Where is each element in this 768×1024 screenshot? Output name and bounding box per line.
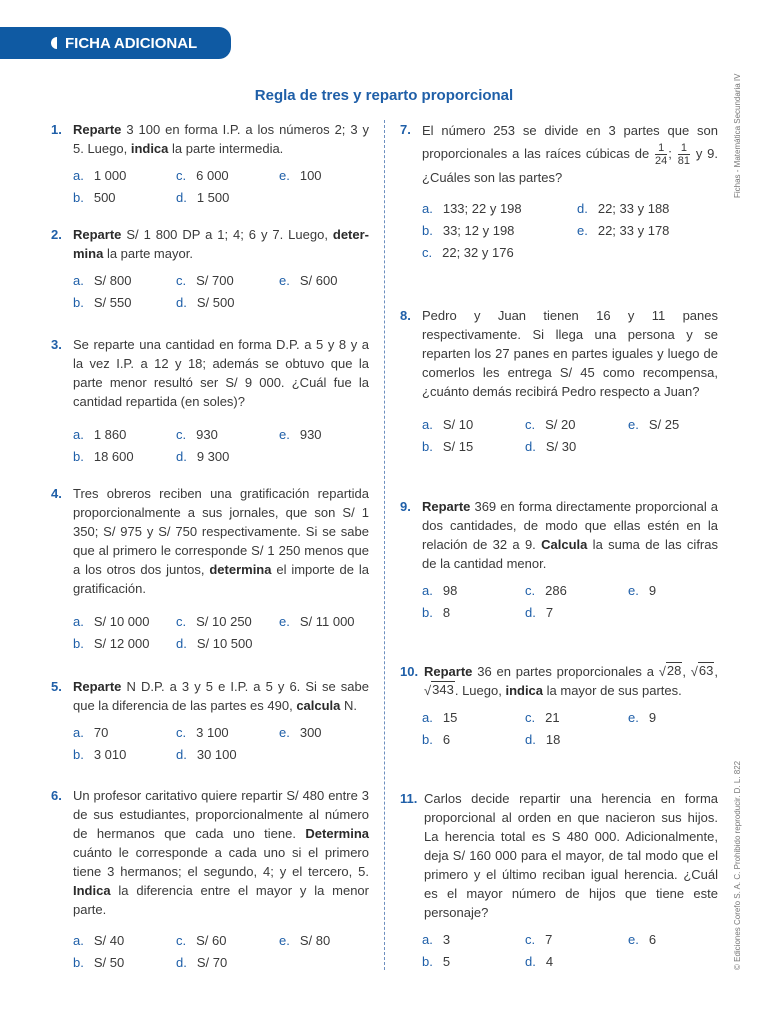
option[interactable]: a. 1 000	[73, 168, 127, 183]
option[interactable]: e. 9	[628, 583, 657, 598]
option[interactable]: d. 9 300	[176, 449, 230, 464]
question-number: 11.	[400, 791, 418, 806]
option[interactable]: a. 70	[73, 725, 109, 740]
option[interactable]: d. S/ 30	[525, 439, 577, 454]
question-number: 8.	[400, 308, 411, 323]
option[interactable]: a. 133; 22 y 198	[422, 201, 522, 216]
option[interactable]: d. 30 100	[176, 747, 237, 762]
question-11	[400, 789, 718, 971]
question-2	[51, 225, 369, 312]
page-title: Regla de tres y reparto proporcional	[254, 87, 514, 104]
question-number: 3.	[51, 337, 62, 352]
option[interactable]: a. 1 860	[73, 427, 127, 442]
answer-options	[400, 415, 718, 456]
square-root: √ 343	[424, 682, 454, 698]
question-text: Reparte 36 en partes proporcionales a √ 28 , √ 63 , √ 343 . Luego, indica la mayor de sus partes.	[424, 663, 718, 698]
question-7	[400, 120, 718, 262]
question-4	[51, 484, 369, 653]
question-number: 5.	[51, 679, 62, 694]
option[interactable]: e. S/ 600	[279, 273, 338, 288]
question-3	[51, 335, 369, 466]
question-number: 4.	[51, 486, 62, 501]
option[interactable]: b. 6	[422, 732, 451, 747]
answer-options	[51, 425, 369, 466]
section-banner	[0, 27, 231, 59]
option[interactable]: c. 3 100	[176, 725, 229, 740]
option[interactable]: e. 300	[279, 725, 322, 740]
question-text: El número 253 se divide en 3 partes que son proporcionales a las raíces cúbicas de $\frac{1}{24}$ ; $\frac{1}{81}$ y 9. ¿Cuáles son las partes?	[422, 123, 718, 185]
answer-options	[400, 199, 718, 262]
square-root: √ 63	[690, 663, 714, 679]
option[interactable]: e. S/ 80	[279, 933, 331, 948]
option[interactable]: c. 22; 32 y 176	[422, 245, 514, 260]
question-text: Un profesor caritativo quiere repartir S/ 480 entre 3 de sus estudiantes, proporcionalmente al número de hermanos que cada uno tiene. Determina cuánto le corresponde a cada uno si el primero tiene 3 hermanos; el segundo, 4; y el tercero, 5. Indica la diferencia entre el mayor y la menor parte.	[73, 788, 369, 917]
fraction: $\frac{1}{24}$	[655, 142, 668, 167]
answer-options	[51, 271, 369, 312]
question-10	[400, 662, 718, 749]
side-caption-top: Fichas - Matemática Secundaria IV	[733, 73, 742, 198]
question-6	[51, 786, 369, 972]
option[interactable]: c. 7	[525, 932, 553, 947]
option[interactable]: e. 100	[279, 168, 322, 183]
option[interactable]: e. 22; 33 y 178	[577, 223, 670, 238]
option[interactable]: e. S/ 25	[628, 417, 680, 432]
option[interactable]: d. 22; 33 y 188	[577, 201, 670, 216]
option[interactable]: c. S/ 700	[176, 273, 234, 288]
option[interactable]: a. S/ 40	[73, 933, 125, 948]
answer-options	[400, 930, 718, 971]
question-8	[400, 306, 718, 456]
option[interactable]: b. S/ 550	[73, 295, 132, 310]
answer-options	[51, 166, 369, 207]
answer-options	[51, 612, 369, 653]
square-root: √ 28	[658, 663, 682, 679]
answer-options	[400, 708, 718, 749]
option[interactable]: b. S/ 12 000	[73, 636, 150, 651]
option[interactable]: a. S/ 800	[73, 273, 132, 288]
question-text: Reparte S/ 1 800 DP a 1; 4; 6 y 7. Luego, deter-mina la parte mayor.	[73, 227, 369, 261]
question-number: 9.	[400, 499, 411, 514]
question-5	[51, 677, 369, 764]
side-caption-bottom: © Ediciones Corefo S. A. C. Prohibido reproducir. D. L. 822	[733, 760, 742, 970]
option[interactable]: b. 5	[422, 954, 451, 969]
question-text: Reparte 3 100 en forma I.P. a los números 2; 3 y 5. Luego, indica la parte intermedia.	[73, 122, 369, 156]
option[interactable]: e. 9	[628, 710, 657, 725]
option[interactable]: a. 15	[422, 710, 458, 725]
question-text: Reparte N D.P. a 3 y 5 e I.P. a 5 y 6. Si se sabe que la diferencia de las partes es 490, calcula N.	[73, 679, 369, 713]
option[interactable]: e. S/ 11 000	[279, 614, 355, 629]
question-number: 6.	[51, 788, 62, 803]
option[interactable]: b. 18 600	[73, 449, 134, 464]
option[interactable]: e. 930	[279, 427, 322, 442]
option[interactable]: e. 6	[628, 932, 657, 947]
option[interactable]: d. 18	[525, 732, 561, 747]
question-number: 1.	[51, 122, 62, 137]
option[interactable]: d. S/ 10 500	[176, 636, 253, 651]
option[interactable]: c. 930	[176, 427, 218, 442]
question-9	[400, 497, 718, 622]
option[interactable]: d. S/ 70	[176, 955, 228, 970]
option[interactable]: c. 21	[525, 710, 560, 725]
option[interactable]: c. 6 000	[176, 168, 229, 183]
banner-label: FICHA ADICIONAL	[65, 34, 198, 52]
question-number: 7.	[400, 122, 411, 137]
question-text: Pedro y Juan tienen 16 y 11 panes respectivamente. Si llega una persona y se reparten los 27 panes en partes iguales y luego de comerlos les entrega S/ 45 como recompensa, ¿cuánto demás recibirá Pedro respecto a Juan?	[422, 308, 718, 399]
option[interactable]: d. 4	[525, 954, 554, 969]
option[interactable]: a. S/ 10 000	[73, 614, 150, 629]
question-text: Se reparte una cantidad en forma D.P. a 5 y 8 y a la vez I.P. a 12 y 18; además se obtuvo que la parte menor resultó ser S/ 9 000. ¿Cuál fue la cantidad repartida (en soles)?	[73, 337, 369, 409]
column-divider	[384, 120, 385, 970]
question-text: Carlos decide repartir una herencia en forma proporcional al orden en que nacieron sus hijos. La herencia total es S 480 000. Adicionalmente, deja S/ 160 000 para el mayor, de tal modo que el primero y el último reciban igual herencia. ¿Cuál es el mayor número de hijos que tiene este personaje?	[424, 791, 718, 920]
question-number: 2.	[51, 227, 62, 242]
option[interactable]: c. S/ 60	[176, 933, 227, 948]
option[interactable]: b. 500	[73, 190, 116, 205]
option[interactable]: d. 7	[525, 605, 554, 620]
option[interactable]: b. S/ 50	[73, 955, 125, 970]
option[interactable]: c. S/ 10 250	[176, 614, 252, 629]
answer-options	[51, 931, 369, 972]
option[interactable]: b. S/ 15	[422, 439, 474, 454]
option[interactable]: b. 33; 12 y 198	[422, 223, 515, 238]
fraction: $\frac{1}{81}$	[677, 142, 690, 167]
option[interactable]: c. S/ 20	[525, 417, 576, 432]
option[interactable]: b. 8	[422, 605, 451, 620]
option[interactable]: a. 98	[422, 583, 458, 598]
question-1	[51, 120, 369, 207]
question-number: 10.	[400, 664, 419, 679]
question-text: Tres obreros reciben una gratificación repartida proporcionalmente a sus jornales, que son S/ 1 350; S/ 975 y S/ 750 respectivamente. Si se sabe que al primero le corresponde S/ 1 250 menos que a los otros dos juntos, determina el importe de la gratificación.	[73, 486, 369, 596]
half-circle-icon	[51, 37, 57, 49]
question-text: Reparte 369 en forma directamente proporcional a dos cantidades, de modo que ellas estén en la relación de 32 a 9. Calcula la suma de las cifras de la cantidad menor.	[422, 499, 718, 571]
option[interactable]: a. 3	[422, 932, 451, 947]
answer-options	[51, 723, 369, 764]
option[interactable]: d. S/ 500	[176, 295, 235, 310]
option[interactable]: b. 3 010	[73, 747, 127, 762]
option[interactable]: a. S/ 10	[422, 417, 474, 432]
option[interactable]: d. 1 500	[176, 190, 230, 205]
option[interactable]: c. 286	[525, 583, 567, 598]
answer-options	[400, 581, 718, 622]
